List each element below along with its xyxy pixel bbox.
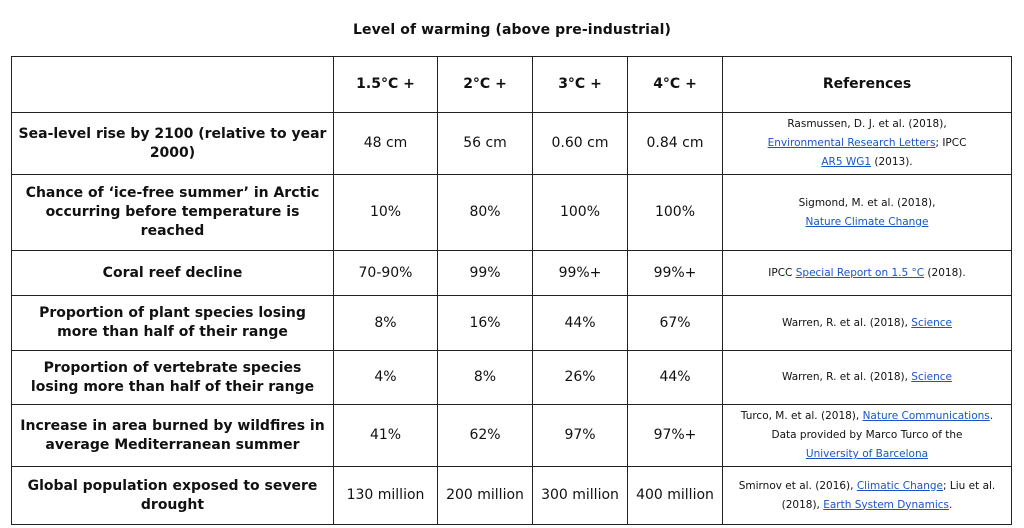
reference-text: . bbox=[949, 498, 953, 511]
table-title: Level of warming (above pre-industrial) bbox=[352, 22, 672, 38]
table-row bbox=[12, 296, 1012, 351]
value-cell: 10% bbox=[334, 175, 438, 251]
value-cell: 16% bbox=[438, 296, 533, 351]
value-cell: 26% bbox=[533, 351, 628, 405]
value-cell: 400 million bbox=[628, 467, 723, 525]
value-cell: 200 million bbox=[438, 467, 533, 525]
reference-cell bbox=[723, 113, 1012, 175]
table-row bbox=[12, 251, 1012, 296]
table-row bbox=[12, 405, 1012, 467]
value-cell: 8% bbox=[334, 296, 438, 351]
reference-text: Sigmond, M. et al. (2018), bbox=[798, 196, 936, 209]
reference-link[interactable]: Environmental Research Letters bbox=[767, 137, 936, 149]
reference-text: Warren, R. et al. (2018), bbox=[782, 371, 912, 383]
value-cell: 99%+ bbox=[628, 251, 723, 296]
value-cell: 130 million bbox=[334, 467, 438, 525]
reference-cell bbox=[723, 351, 1012, 405]
value-cell: 44% bbox=[533, 296, 628, 351]
value-cell: 99% bbox=[438, 251, 533, 296]
row-label: Proportion of plant species losing more than half of their range bbox=[12, 296, 334, 351]
reference-link[interactable]: Earth System Dynamics bbox=[823, 498, 949, 511]
row-label: Sea-level rise by 2100 (relative to year 2000) bbox=[12, 113, 334, 175]
reference-link[interactable]: Climatic Change bbox=[856, 479, 944, 492]
row-label: Proportion of vertebrate species losing more than half of their range bbox=[12, 351, 334, 405]
reference-text: (2018), bbox=[781, 498, 824, 511]
value-cell: 300 million bbox=[533, 467, 628, 525]
value-cell: 56 cm bbox=[438, 113, 533, 175]
reference-text: (2013). bbox=[871, 156, 913, 168]
reference-text: Smirnov et al. (2016), bbox=[738, 479, 857, 492]
reference-link[interactable]: Science bbox=[911, 316, 952, 329]
value-cell: 67% bbox=[628, 296, 723, 351]
row-label: Global population exposed to severe drought bbox=[12, 467, 334, 525]
reference-cell bbox=[723, 467, 1012, 525]
reference-text: Warren, R. et al. (2018), bbox=[782, 316, 912, 329]
value-cell: 99%+ bbox=[533, 251, 628, 296]
row-label: Coral reef decline bbox=[12, 251, 334, 296]
reference-text: Data provided by Marco Turco of the bbox=[771, 429, 963, 441]
reference-text: Turco, M. et al. (2018), bbox=[740, 410, 863, 422]
reference-link[interactable]: Science bbox=[911, 371, 952, 383]
reference-cell bbox=[723, 175, 1012, 251]
reference-text: (2018). bbox=[924, 266, 966, 279]
value-cell: 97% bbox=[533, 405, 628, 467]
value-cell: 41% bbox=[334, 405, 438, 467]
value-cell: 8% bbox=[438, 351, 533, 405]
value-cell: 48 cm bbox=[334, 113, 438, 175]
column-header-references: References bbox=[723, 57, 1012, 113]
reference-text: ; Liu et al. bbox=[943, 479, 996, 492]
row-label: Chance of ‘ice-free summer’ in Arctic occurring before temperature is reached bbox=[12, 175, 334, 251]
row-label: Increase in area burned by wildfires in average Mediterranean summer bbox=[12, 405, 334, 467]
value-cell: 100% bbox=[533, 175, 628, 251]
reference-cell bbox=[723, 296, 1012, 351]
reference-cell bbox=[723, 405, 1012, 467]
reference-link[interactable]: Nature Climate Change bbox=[805, 215, 929, 228]
reference-text: Rasmussen, D. J. et al. (2018), bbox=[787, 118, 947, 130]
value-cell: 0.84 cm bbox=[628, 113, 723, 175]
reference-text: ; IPCC bbox=[935, 137, 967, 149]
reference-text: . bbox=[989, 410, 994, 422]
warming-impacts-table bbox=[11, 56, 1012, 525]
column-header-empty bbox=[12, 57, 334, 113]
table-row bbox=[12, 113, 1012, 175]
value-cell: 80% bbox=[438, 175, 533, 251]
value-cell: 44% bbox=[628, 351, 723, 405]
value-cell: 70-90% bbox=[334, 251, 438, 296]
column-header-3c: 3°C + bbox=[533, 57, 628, 113]
column-header-4c: 4°C + bbox=[628, 57, 723, 113]
reference-link[interactable]: Special Report on 1.5 °C bbox=[795, 266, 925, 279]
value-cell: 0.60 cm bbox=[533, 113, 628, 175]
value-cell: 62% bbox=[438, 405, 533, 467]
column-header-2c: 2°C + bbox=[438, 57, 533, 113]
value-cell: 4% bbox=[334, 351, 438, 405]
value-cell: 100% bbox=[628, 175, 723, 251]
reference-text: IPCC bbox=[768, 266, 796, 279]
value-cell: 97%+ bbox=[628, 405, 723, 467]
column-header-1-5c: 1.5°C + bbox=[334, 57, 438, 113]
header-row bbox=[12, 57, 1012, 113]
table-row bbox=[12, 351, 1012, 405]
reference-link[interactable]: Nature Communications bbox=[862, 410, 990, 422]
reference-link[interactable]: AR5 WG1 bbox=[821, 156, 872, 168]
reference-cell bbox=[723, 251, 1012, 296]
table-row bbox=[12, 175, 1012, 251]
reference-link[interactable]: University of Barcelona bbox=[805, 448, 929, 460]
table-row bbox=[12, 467, 1012, 525]
